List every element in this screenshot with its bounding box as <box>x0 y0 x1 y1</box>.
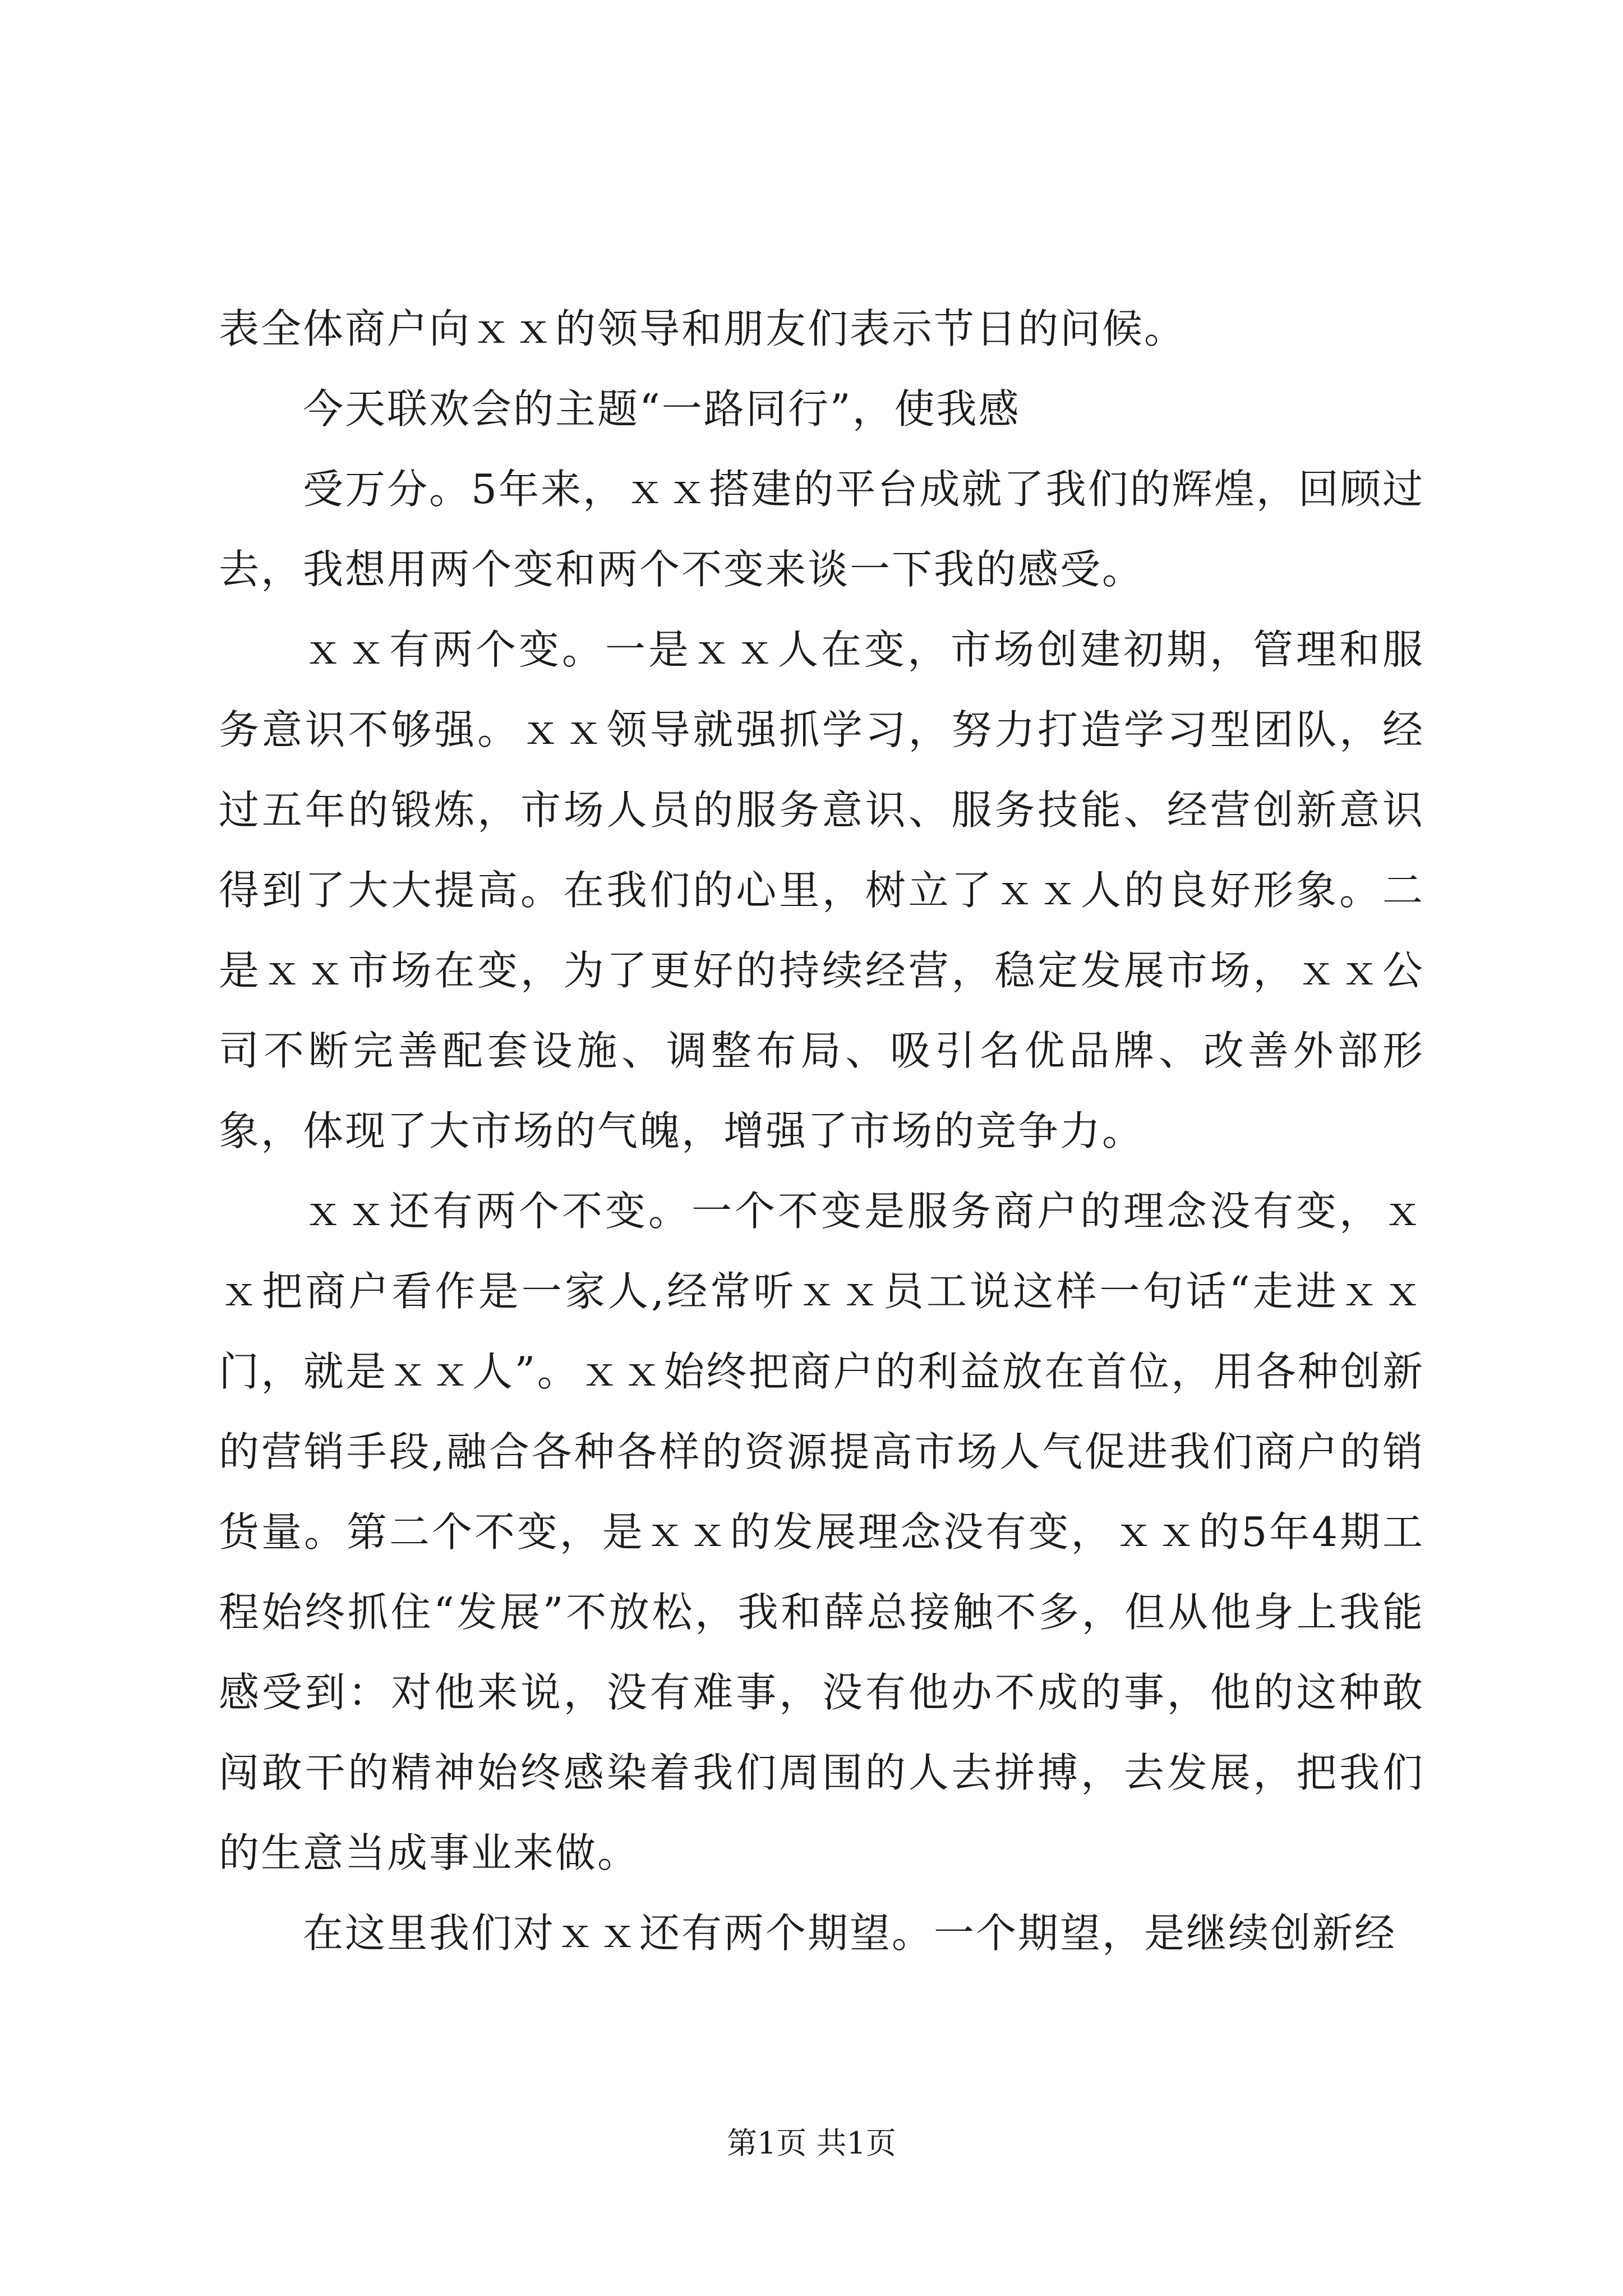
paragraph-6: 在这里我们对ｘｘ还有两个期望。一个期望，是继续创新经 <box>303 1910 1397 1957</box>
page-footer: 第1页 共1页 <box>727 2125 896 2161</box>
paragraph-3: 受万分。5年来，ｘｘ搭建的平台成就了我们的辉煌，回顾过去，我想用两个变和两个不变来谈一下我的感受。 <box>219 466 1424 593</box>
paragraph-4: ｘｘ有两个变。一是ｘｘ人在变，市场创建初期，管理和服务意识不够强。ｘｘ领导就强抓学习，努力打造学习型团队，经过五年的锻炼，市场人员的服务意识、服务技能、经营创新意识得到了大大提高。在我们的心里，树立了ｘｘ人的良好形象。二是ｘｘ市场在变，为了更好的持续经营，稳定发展市场，ｘｘ公司不断完善配套设施、调整布局、吸引名优品牌、改善外部形象，体现了大市场的气魄，增强了市场的竞争力。 <box>219 626 1424 1154</box>
paragraph-2: 今天联欢会的主题“一路同行”，使我感 <box>303 385 1021 432</box>
paragraph-1: 表全体商户向ｘｘ的领导和朋友们表示节日的问候。 <box>219 305 1187 352</box>
paragraph-5: ｘｘ还有两个不变。一个不变是服务商户的理念没有变，ｘｘ把商户看作是一家人,经常听ｘｘ员工说这样一句话“走进ｘｘ门，就是ｘｘ人”。ｘｘ始终把商户的利益放在首位，用各种创新的营销手段,融合各种各样的资源提高市场人气促进我们商户的销货量。第二个不变，是ｘｘ的发展理念没有变，ｘｘ的5年4期工程始终抓住“发展”不放松，我和薛总接触不多，但从他身上我能感受到：对他来说，没有难事，没有他办不成的事，他的这种敢闯敢干的精神始终感染着我们周围的人去拼搏，去发展，把我们的生意当成事业来做。 <box>219 1188 1424 1876</box>
document-body <box>219 289 1424 1973</box>
